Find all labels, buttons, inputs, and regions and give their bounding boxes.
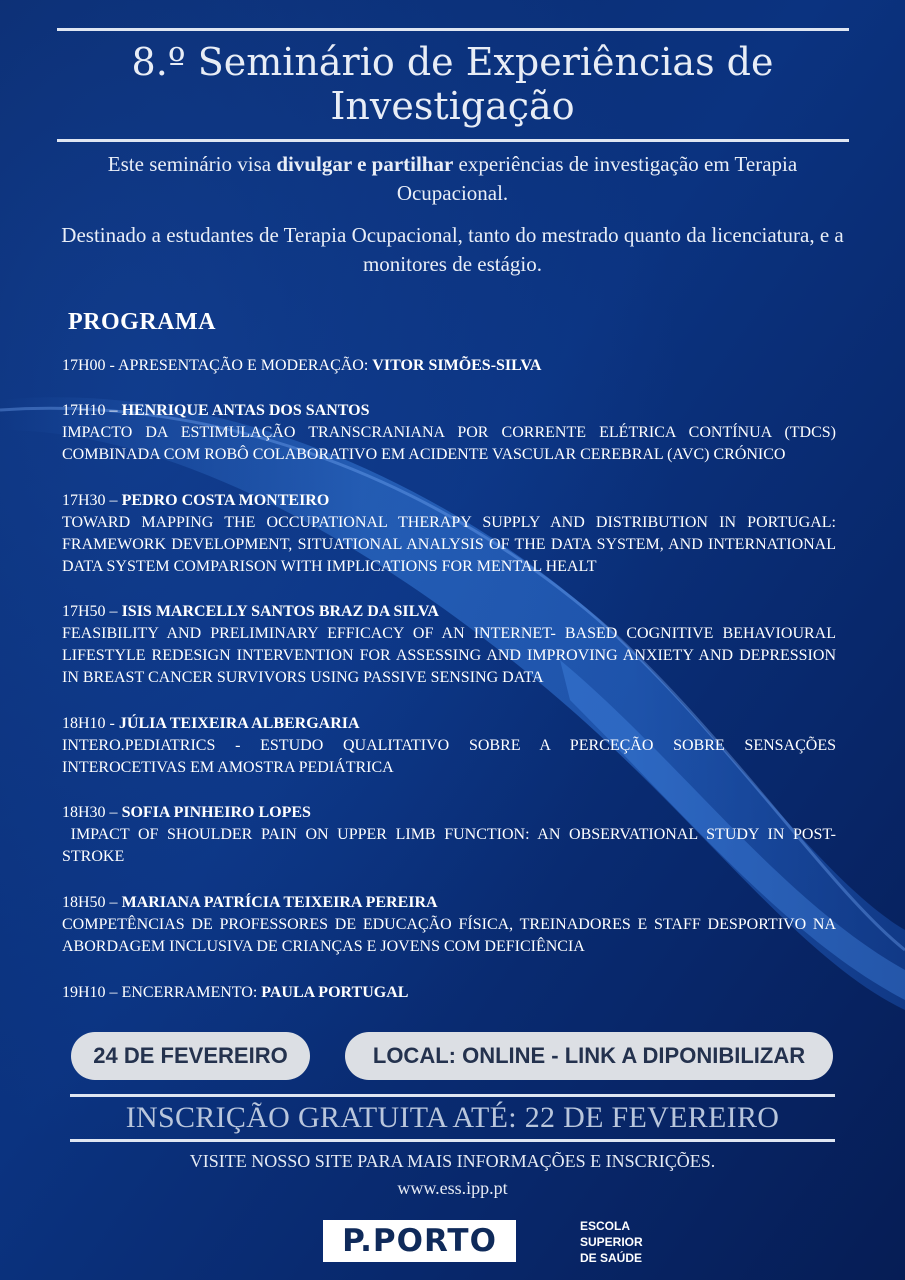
entry-heading (62, 355, 836, 377)
entry-time: 18H50 – (62, 894, 122, 911)
entry-time: 19H10 – ENCERRAMENTO: (62, 984, 262, 1001)
registration-banner: INSCRIÇÃO GRATUITA ATÉ: 22 DE FEVEREIRO (125, 1101, 780, 1134)
schedule-entry (62, 400, 836, 466)
audience-paragraph: Destinado a estudantes de Terapia Ocupacional, tanto do mestrado quanto da licenciatura, e a monitores de estágio. (61, 223, 844, 276)
entry-time: 17H00 - APRESENTAÇÃO E MODERAÇÃO: (62, 357, 373, 374)
entry-speaker: VITOR SIMÕES-SILVA (372, 357, 542, 374)
schedule-entry (62, 713, 836, 779)
entry-talk-title: FEASIBILITY AND PRELIMINARY EFFICACY OF AN INTERNET- BASED COGNITIVE BEHAVIOURAL LIFESTYLE REDESIGN INTERVENTION FOR ASSESSING AND IMPROVING ANXIETY AND DEPRESSION IN BREAST CANCER SURVIVORS USING PASSIVE SENSING DATA (62, 625, 836, 686)
schedule-entry (62, 355, 836, 377)
entry-heading (62, 601, 836, 623)
schedule-entry (62, 892, 836, 958)
schedule-entry (62, 982, 836, 1004)
entry-talk-title: INTERO.PEDIATRICS - ESTUDO QUALITATIVO SOBRE A PERCEÇÃO SOBRE SENSAÇÕES INTEROCETIVAS EM AMOSTRA PEDIÁTRICA (62, 737, 836, 776)
registration-top-rule (70, 1094, 835, 1097)
entry-talk-title: IMPACT OF SHOULDER PAIN ON UPPER LIMB FUNCTION: AN OBSERVATIONAL STUDY IN POST-STROKE (62, 826, 837, 865)
intro-text-after: experiências de investigação em Terapia Ocupacional. (396, 152, 798, 205)
title-top-rule (57, 28, 849, 31)
entry-talk-title: COMPETÊNCIAS DE PROFESSORES DE EDUCAÇÃO FÍSICA, TREINADORES E STAFF DESPORTIVO NA ABORDAGEM INCLUSIVA DE CRIANÇAS E JOVENS COM DEFICIÊNCIA (62, 916, 836, 955)
schedule-entry (62, 490, 836, 578)
school-line: DE SAÚDE (580, 1251, 643, 1265)
entry-heading (62, 892, 836, 914)
schedule-entry (62, 802, 836, 868)
entry-speaker: MARIANA PATRÍCIA TEIXEIRA PEREIRA (121, 894, 438, 911)
entry-heading (62, 490, 836, 512)
entry-heading (62, 982, 836, 1004)
entry-heading (62, 400, 836, 422)
registration-bottom-rule (70, 1139, 835, 1142)
entry-speaker: PAULA PORTUGAL (261, 984, 409, 1001)
entry-speaker: PEDRO COSTA MONTEIRO (121, 492, 330, 509)
schedule-entry (62, 601, 836, 689)
school-line: SUPERIOR (580, 1235, 643, 1249)
location-badge: LOCAL: ONLINE - LINK A DIPONIBILIZAR (345, 1032, 833, 1080)
entry-time: 17H50 – (62, 603, 122, 620)
school-name (580, 1218, 643, 1266)
entry-talk-title: IMPACTO DA ESTIMULAÇÃO TRANSCRANIANA POR CORRENTE ELÉTRICA CONTÍNUA (TDCS) COMBINADA COM ROBÔ COLABORATIVO EM ACIDENTE VASCULAR CEREBRAL (AVC) CRÓNICO (62, 424, 836, 463)
entry-talk-title: TOWARD MAPPING THE OCCUPATIONAL THERAPY SUPPLY AND DISTRIBUTION IN PORTUGAL: FRAMEWORK DEVELOPMENT, SITUATIONAL ANALYSIS OF THE DATA SYSTEM, AND INTERNATIONAL DATA SYSTEM COMPARISON WITH IMPLICATIONS FOR MENTAL HEALT (62, 514, 836, 575)
intro-text-bold: divulgar e partilhar (276, 152, 454, 176)
visit-site-text: VISITE NOSSO SITE PARA MAIS INFORMAÇÕES E INSCRIÇÕES. (189, 1151, 716, 1171)
pporto-logo: P.PORTO (323, 1220, 516, 1262)
website-link[interactable]: www.ess.ipp.pt (397, 1178, 508, 1198)
intro-paragraph (55, 150, 850, 208)
entry-speaker: HENRIQUE ANTAS DOS SANTOS (121, 402, 370, 419)
entry-speaker: JÚLIA TEIXEIRA ALBERGARIA (118, 715, 360, 732)
programa-heading: PROGRAMA (68, 309, 216, 335)
entry-heading (62, 802, 836, 824)
poster-title: 8.º Seminário de Experiências de Investigação (131, 40, 774, 128)
entry-speaker: ISIS MARCELLY SANTOS BRAZ DA SILVA (121, 603, 439, 620)
school-line: ESCOLA (580, 1219, 631, 1233)
intro-text-before: Este seminário visa (107, 152, 277, 176)
entry-time: 17H10 – (62, 402, 122, 419)
date-badge: 24 DE FEVEREIRO (71, 1032, 310, 1080)
entry-time: 18H10 - (62, 715, 119, 732)
entry-heading (62, 713, 836, 735)
entry-speaker: SOFIA PINHEIRO LOPES (121, 804, 311, 821)
entry-time: 18H30 – (62, 804, 122, 821)
entry-time: 17H30 – (62, 492, 122, 509)
title-bottom-rule (57, 139, 849, 142)
